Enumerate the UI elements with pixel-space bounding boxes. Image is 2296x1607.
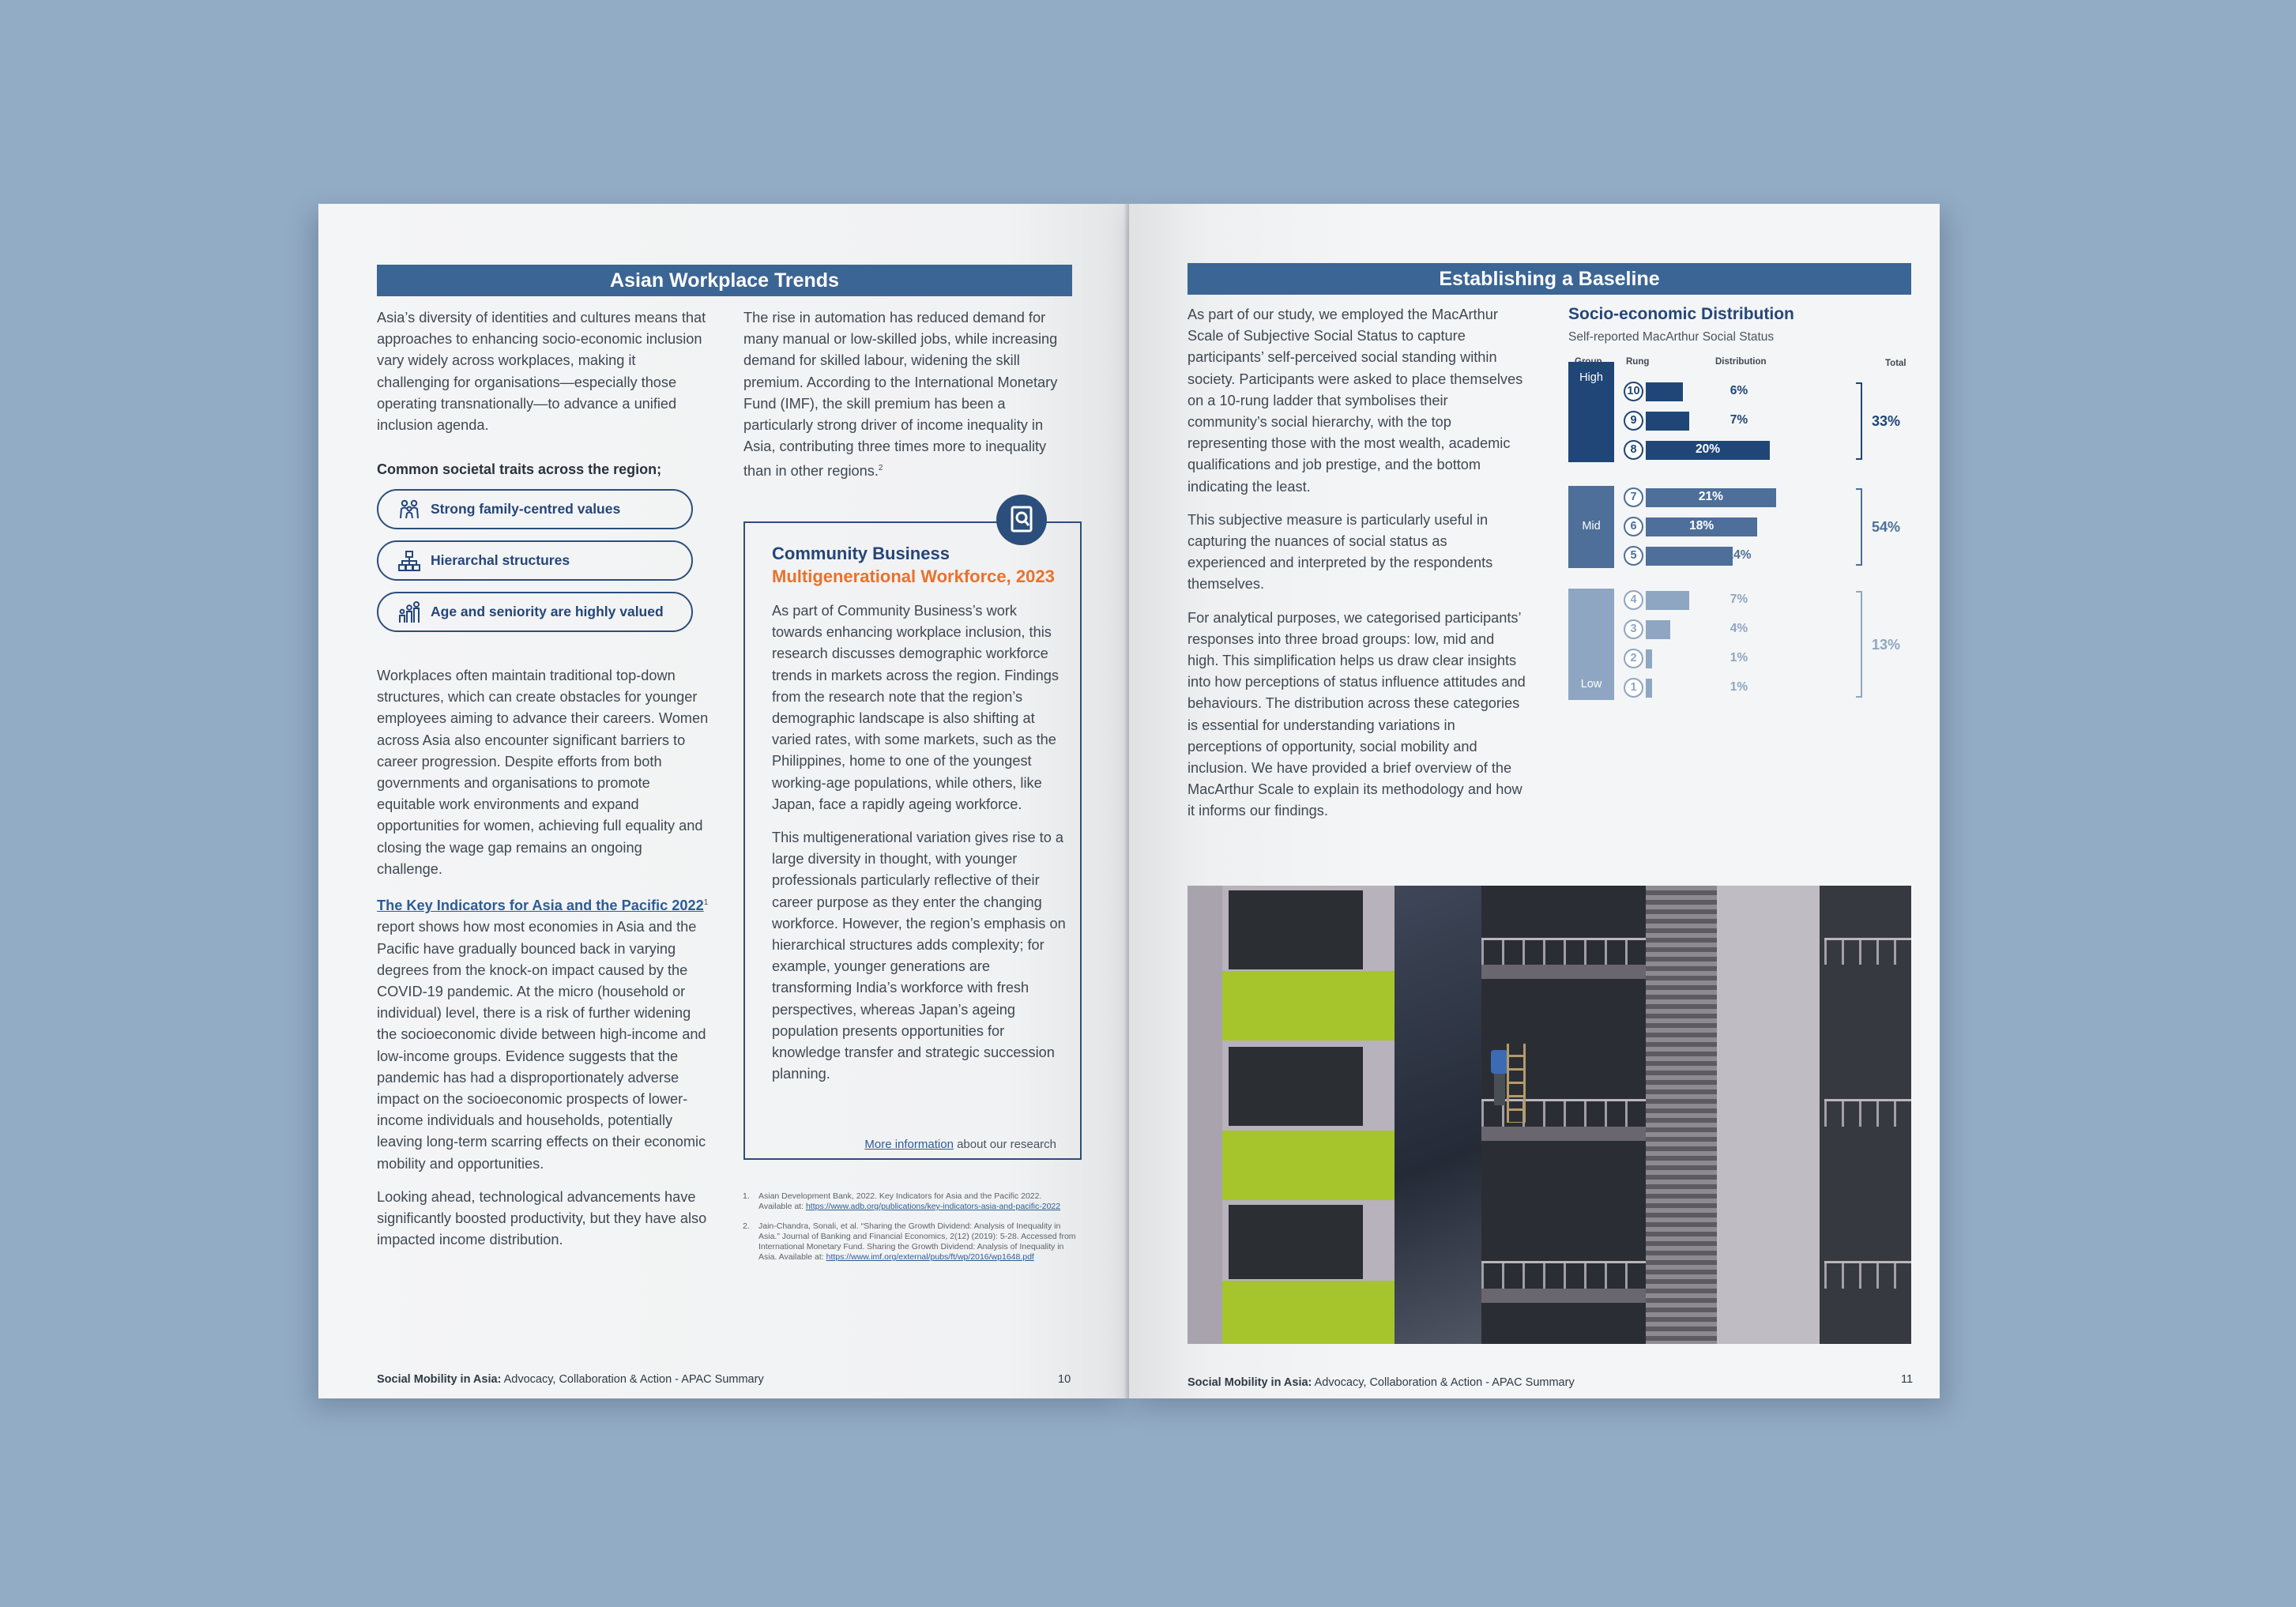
trait-pill-age [377,592,693,632]
value-label-rung-9: 7% [1730,413,1748,427]
group-bracket [1856,382,1862,460]
group-label: High [1579,371,1603,384]
building-facade-photo [1188,886,1911,1344]
callout-body [772,600,1066,1097]
right-page [1129,204,1940,1398]
family-icon [397,499,421,521]
more-information-link[interactable]: More information [864,1138,954,1151]
group-total-low: 13% [1872,636,1901,653]
header-distribution: Distribution [1715,357,1767,367]
value-label-rung-8: 20% [1695,442,1721,456]
header-total: Total [1885,359,1906,368]
bar-rung-1 [1646,679,1652,698]
rung-10-marker: 10 [1624,382,1643,401]
hierarchy-icon [397,550,421,572]
bar-rung-2 [1646,649,1652,668]
value-label-rung-6: 18% [1689,519,1714,533]
paragraph: Looking ahead, technological advancements have significantly boosted productivity, but they have also impacted income distribution. [377,1188,707,1248]
report-search-icon [996,495,1047,545]
traits-heading: Common societal traits across the region; [377,461,662,477]
page-number: 11 [1901,1373,1914,1386]
group-total-high: 33% [1872,413,1901,429]
value-label-rung-10: 6% [1730,384,1748,397]
rung-1-marker: 1 [1624,678,1643,698]
bar-rung-9 [1646,412,1689,431]
trait-pill-family [377,489,693,529]
rung-9-marker: 9 [1624,411,1643,431]
left-page [318,204,1129,1398]
worker-figure [1491,1050,1508,1074]
section-banner: Establishing a Baseline [1188,263,1911,295]
footnote-link[interactable]: https://www.imf.org/external/pubs/ft/wp/2016/wp1648.pdf [826,1252,1034,1262]
column-left [377,307,709,448]
paragraph: As part of Community Business’s work towards enhancing workplace inclusion, this research discusses demographic workforce trends in markets across the region. Findings from the research note that the region’s demographic landscape is also shifting at varied rates, with some markets, such as the Philippines, home to one of the youngest working-age populations, while others, like Japan, face a rapidly ageing workforce. [772,603,1059,812]
paragraph: This multigenerational variation gives rise to a large diversity in thought, with younger professionals particularly reflective of their career purpose as they enter the changing workforce. However, the region’s emphasis on hierarchical structures adds complexity; for example, younger generations are transforming India’s workforce with fresh perspectives, whereas Japan’s ageing population presents opportunities for knowledge transfer and strategic succession planning. [772,830,1066,1082]
bar-rung-3 [1646,620,1670,639]
bar-rung-4 [1646,591,1689,610]
callout-title: Community Business [772,544,950,563]
footnote-2: 2. Jain-Chandra, Sonali, et al. “Sharing the Growth Dividend: Analysis of Inequality in Asia.” Journal of Banking and Financial Economics, 2(12) (2019): 5-28. Accessed from International Monetary Fund. Sharing the Growth Dividend: Analysis of Inequality in Asia. Available at: https://www.imf.org/external/pubs/ft/wp/2016/wp1648.pdf [743,1221,1076,1262]
value-label-rung-3: 4% [1730,622,1748,635]
rung-8-marker: 8 [1624,440,1643,460]
section-banner: Asian Workplace Trends [377,265,1072,296]
header-rung: Rung [1626,357,1650,367]
group-bracket [1856,488,1862,566]
footnote-1: 1. Asian Development Bank, 2022. Key Indicators for Asia and the Pacific 2022. Available at: https://www.adb.org/publications/key-indicators-asia-and-pacific-2022 [743,1191,1061,1211]
rung-7-marker: 7 [1624,487,1643,507]
value-label-rung-7: 21% [1698,490,1723,503]
rung-6-marker: 6 [1624,517,1643,536]
paragraph: As part of our study, we employed the MacArthur Scale of Subjective Social Status to capture participants’ self-perceived social standing within society. Participants were asked to place themselves on a 10-rung ladder that symbolises their community’s social hierarchy, with the top representing those with the most wealth, academic qualifications and job prestige, and the bottom indicating the least. [1188,307,1523,495]
callout-subtitle: Multigenerational Workforce, 2023 [772,566,1055,586]
baseline-text [1188,304,1527,834]
page-footer: Social Mobility in Asia: Advocacy, Collaboration & Action - APAC Summary [1188,1376,1575,1389]
value-label-rung-1: 1% [1730,680,1748,694]
key-indicators-link[interactable]: The Key Indicators for Asia and the Pacific 2022 [377,898,704,914]
rung-4-marker: 4 [1624,590,1643,610]
community-business-callout [743,521,1082,1160]
bar-rung-10 [1646,382,1683,401]
more-info-line: More information about our research [864,1138,1056,1151]
group-label: Low [1580,678,1602,691]
trait-label: Age and seniority are highly valued [431,604,664,619]
paragraph: This subjective measure is particularly useful in capturing the nuances of social status as experienced and interpreted by the respondents themselves. [1188,511,1493,593]
chart-title: Socio-economic Distribution [1568,305,1794,323]
trait-label: Hierarchal structures [431,552,570,568]
chart-subtitle: Self-reported MacArthur Social Status [1568,330,1775,344]
rung-3-marker: 3 [1624,619,1643,639]
value-label-rung-4: 7% [1730,593,1748,606]
footnote-link[interactable]: https://www.adb.org/publications/key-indicators-asia-and-pacific-2022 [805,1202,1061,1211]
rung-2-marker: 2 [1624,649,1643,668]
group-bracket [1856,591,1862,698]
column-left-lower [377,665,709,1263]
column-right [743,307,1075,495]
paragraph: Workplaces often maintain traditional top-down structures, which can create obstacles for younger employees aiming to advance their careers. Women across Asia also encounter significant barriers to career progression. Despite efforts from both governments and organisations to promote equitable work environments and expand opportunities for women, achieving full equality and closing the wage gap remains an ongoing challenge. [377,668,709,877]
trait-pill-hierarchy [377,540,693,581]
paragraph: The Key Indicators for Asia and the Pacific 2022$^1$ report shows how most economies in Asia and the Pacific have gradually bounced back in varying degrees from the knock-on impact caused by the COVID-19 pandemic. At the micro (household or individual) level, there is a risk of further widening the socioeconomic divide between high-income and low-income groups. Evidence suggests that the pandemic has had a disproportionately adverse impact on the socioeconomic prospects of lower-income individuals and households, potentially leaving long-term scarring effects on their economic mobility and opportunities. [377,898,709,1172]
group-label: Mid [1582,520,1601,533]
socio-economic-chart [1568,305,1916,694]
footnotes [743,1191,1076,1263]
paragraph: Asia’s diversity of identities and cultures means that approaches to enhancing socio-economic inclusion vary widely across workplaces, making it challenging for organisations—especially those operating transnationally—to advance a unified inclusion agenda. [377,310,706,434]
page-footer: Social Mobility in Asia: Advocacy, Collaboration & Action - APAC Summary [377,1373,764,1386]
value-label-rung-5: 14% [1726,548,1752,562]
paragraph: For analytical purposes, we categorised participants’ responses into three broad groups: low, mid and high. This simplification helps us draw clear insights into how perceptions of status influence attitudes and behaviours. The distribution across these categories is essential for understanding variations in perceptions of opportunity, social mobility and inclusion. We have provided a brief overview of the MacArthur Scale to explain its methodology and how it informs our findings. [1188,609,1526,819]
rung-5-marker: 5 [1624,546,1643,566]
paragraph: The rise in automation has reduced demand for many manual or low-skilled jobs, while increasing demand for skilled labour, widening the skill premium. According to the International Monetary Fund (IMF), the skill premium has been a particularly strong driver of income inequality in Asia, contributing three times more to inequality than in other regions.$^2$ [743,310,1058,480]
trait-label: Strong family-centred values [431,501,621,517]
value-label-rung-2: 1% [1730,651,1748,664]
ladder [1507,1044,1526,1123]
page-number: 10 [1058,1373,1071,1386]
age-group-icon [397,601,421,623]
group-total-mid: 54% [1872,519,1901,535]
